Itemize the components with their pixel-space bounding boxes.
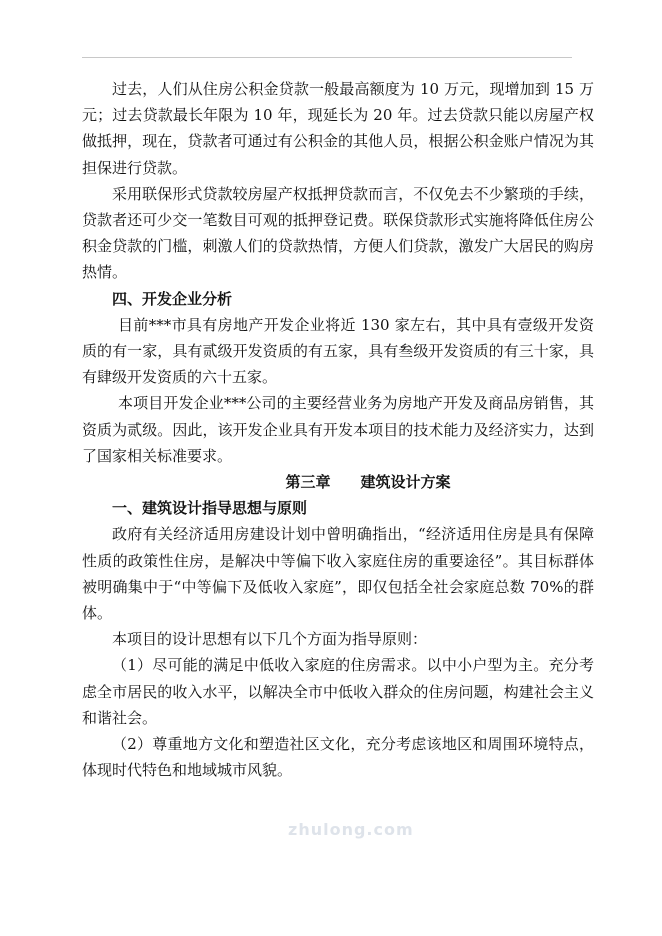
- paragraph-project-developer: 本项目开发企业***公司的主要经营业务为房地产开发及商品房销售，其资质为贰级。因此，该开发企业具有开发本项目的技术能力及经济实力，达到了国家相关标准要求。: [82, 394, 594, 465]
- paragraph-loan-limits: 过去，人们从住房公积金贷款一般最高额度为 10 万元，现增加到 15 万元；过去贷款最长年限为 10 年，现延长为 20 年。过去贷款只能以房屋产权做抵押，现在，贷款者可通过有公积金的其他人员，根据公积金账户情况为其担保进行贷款。: [82, 80, 594, 177]
- chapter-name: 建筑设计方案: [360, 473, 451, 492]
- paragraph-joint-guarantee: 采用联保形式贷款较房屋产权抵押贷款而言，不仅免去不少繁琐的手续，贷款者还可少交一笔数目可观的抵押登记费。联保贷款形式实施将降低住房公积金贷款的门槛，刺激人们的贷款热情，方便人们贷款，激发广大居民的购房热情。: [82, 184, 594, 282]
- chapter-number: 第三章: [285, 473, 331, 492]
- heading-developer-analysis: 四、开发企业分析: [112, 289, 233, 308]
- watermark: zhulong.com: [288, 820, 414, 839]
- document-body: [82, 76, 594, 783]
- paragraph-government-plan: 政府有关经济适用房建设计划中曾明确指出，“经济适用住房是具有保障性质的政策性住房，是解决中等偏下收入家庭住房的重要途径”。其目标群体被明确集中于“中等偏下及低收入家庭”，即仅包括全社会家庭总数 70%的群体。: [82, 525, 594, 623]
- paragraph-developer-count: 目前***市具有房地产开发企业将近 130 家左右，其中具有壹级开发资质的有一家，具有贰级开发资质的有五家，具有叁级开发资质的有三十家，具有肆级开发资质的六十五家。: [82, 315, 594, 387]
- header-rule: [82, 57, 572, 58]
- heading-design-principles: 一、建筑设计指导思想与原则: [112, 499, 308, 518]
- paragraph-principle-2: （2）尊重地方文化和塑造社区文化，充分考虑该地区和周围环境特点，体现时代特色和地域城市风貌。: [82, 735, 594, 780]
- chapter-title: [82, 469, 594, 495]
- paragraph-principle-1: （1）尽可能的满足中低收入家庭的住房需求。以中小户型为主。充分考虑全市居民的收入水平，以解决全市中低收入群众的住房问题，构建社会主义和谐社会。: [82, 656, 594, 727]
- paragraph-design-intro: 本项目的设计思想有以下几个方面为指导原则：: [112, 630, 428, 649]
